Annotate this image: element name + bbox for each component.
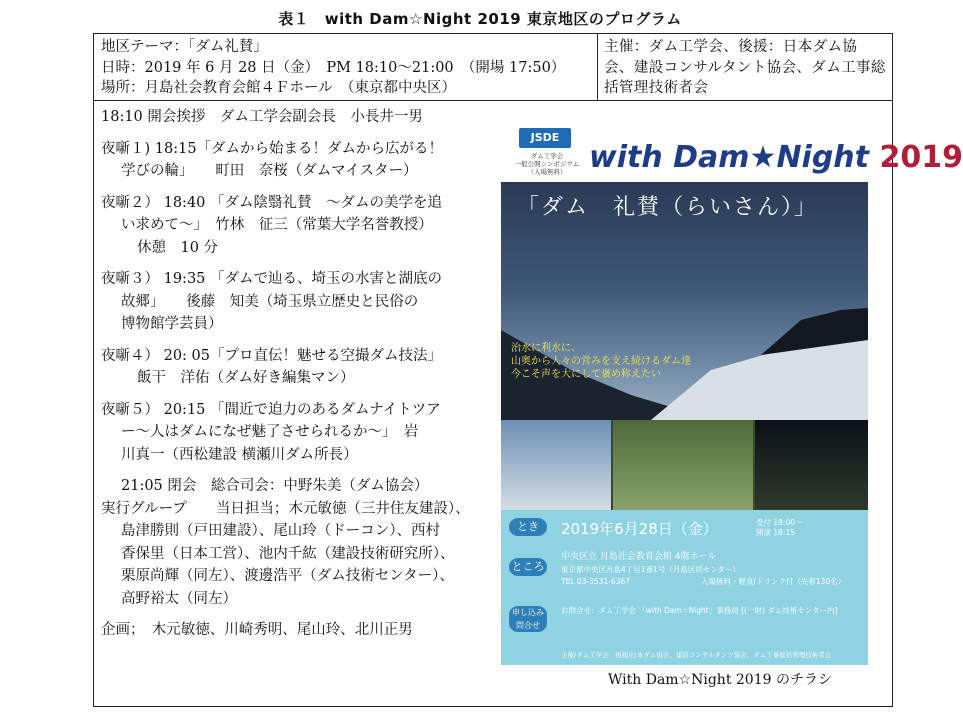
talk-1-line1: 夜噺１) 18:15「ダムから始まる！ダムから広がる！ (101, 140, 444, 157)
group-line5: 高野裕太（同左） (121, 590, 237, 607)
talk-3-line2: 故郷」 後藤 知美（埼玉県立歴史と民俗の (121, 293, 419, 310)
flyer-title (589, 140, 963, 175)
dam-photo-2 (613, 420, 753, 510)
table-divider (93, 100, 893, 101)
group-line4: 栗原尚輝（同左）、渡邊浩平（ダム技術センター）、 (121, 568, 454, 584)
flyer-date: 2019年6月28日（金） (561, 520, 718, 538)
talk-2-line2: い求めて～」 竹林 征三（常葉大学名誉教授） (121, 217, 433, 233)
planning: 企画； 木元敏徳、川崎秀明、尾山玲、北川正男 (101, 622, 413, 638)
group-line1: 実行グループ 当日担当；木元敏徳（三井住友建設）、 (101, 500, 470, 517)
table-title: 表１ with Dam☆Night 2019 東京地区のプログラム (278, 10, 682, 28)
group-line2: 島津勝則（戸田建設）、尾山玲（ドーコン）、西村 (121, 523, 440, 539)
flyer-info (501, 510, 868, 665)
flyer-header (501, 110, 963, 182)
event-header (101, 37, 593, 99)
apply-label: 申し込み問合せ (509, 606, 547, 632)
talk-2-line1: 夜噺２） 18:40 「ダム陰翳礼賛 ～ダムの美学を追 (101, 194, 443, 211)
talk-4-line1: 夜噺４） 20: 05「プロ直伝！魅せる空撮ダム技法」 (101, 347, 443, 364)
flyer-tel: TEL 03-3531-6367 (561, 577, 631, 586)
flyer-tagline: 治水に利水に、 山奥から人々の営みを支え続けるダム達 今こそ声を大にして褒め称えたい (511, 343, 691, 380)
opening: 18:10 開会挨拶 ダム工学会副会長 小長井一男 (101, 109, 423, 125)
datetime: 日時：2019 年 6 月 28 日（金） PM 18:10～21:00 （開場 17:50） (101, 59, 566, 76)
flyer-year: 2019 (879, 140, 963, 175)
night-sky-photo (501, 182, 868, 420)
jsde-logo: JSDE (519, 128, 571, 148)
group-line3: 香保里（日本工営）、池内千紘（建設技術研究所）、 (121, 545, 455, 562)
venue: 場所：月島社会教育会館４Ｆホール （東京都中央区） (101, 80, 456, 96)
flyer-sponsors: 主催/ダム工学会 後援/日本ダム協会、建設コンサルタンツ協会、ダム工事総括管理技術者会 (561, 651, 832, 659)
table-divider-vertical (597, 33, 598, 101)
where-label: ところ (509, 558, 547, 576)
organizer: 主催：ダム工学会、後援：日本ダム協会、建設コンサルタント協会、ダム工事総括管理技術者会 (604, 39, 886, 96)
talk-1-line2: 学びの輪」 町田 奈桜（ダムマイスター） (121, 163, 418, 179)
logo-caption: ダム工学会 一般公開シンポジウム （入場無料） (514, 152, 580, 176)
flyer-admission: 入場無料・軽食/ドリンク付（先着130名） (701, 577, 846, 586)
dam-photo-strip (501, 420, 868, 510)
flyer-times: 受付 18:00～ 開演 18:15 (756, 518, 803, 537)
when-label: とき (509, 518, 547, 536)
flyer-venue: 中央区立 月島社会教育会館 4階ホール (561, 552, 717, 562)
theme: 地区テーマ：「ダム礼賛」 (101, 39, 268, 55)
event-flyer (501, 110, 963, 665)
talk-5-line2: ー～人はダムになぜ魅了させられるか～」 岩 (121, 424, 419, 440)
break: 休憩 10 分 (137, 239, 219, 256)
talk-5-line3: 川真一（西松建設 横瀬川ダム所長） (121, 446, 358, 463)
talk-3-line1: 夜噺３） 19:35 「ダムで辿る、埼玉の水害と湖底の (101, 271, 443, 287)
flyer-contact: お問合せ：ダム工学会 「with Dam☆Night」事務局 [(一財) ダム技術センター内] (561, 606, 838, 615)
flyer-subtitle: 「ダム 礼賛（らいさん）」 (517, 195, 819, 220)
flyer-address: 東京都中央区月島4丁目1番1号（月島区民センター） (561, 565, 741, 574)
talk-3-line3: 博物館学芸員） (121, 316, 223, 332)
talk-4-line2: 飯干 洋佑（ダム好き編集マン） (137, 370, 355, 386)
flyer-title-text: with Dam★Night (589, 140, 870, 175)
flyer-caption: With Dam☆Night 2019 のチラシ (608, 672, 832, 688)
closing: 21:05 閉会 総合司会：中野朱美（ダム協会） (121, 478, 429, 494)
dam-photo-1 (501, 420, 611, 510)
talk-5-line1: 夜噺５） 20:15 「間近で迫力のあるダムナイトツア (101, 401, 441, 418)
dam-photo-3 (755, 420, 868, 510)
